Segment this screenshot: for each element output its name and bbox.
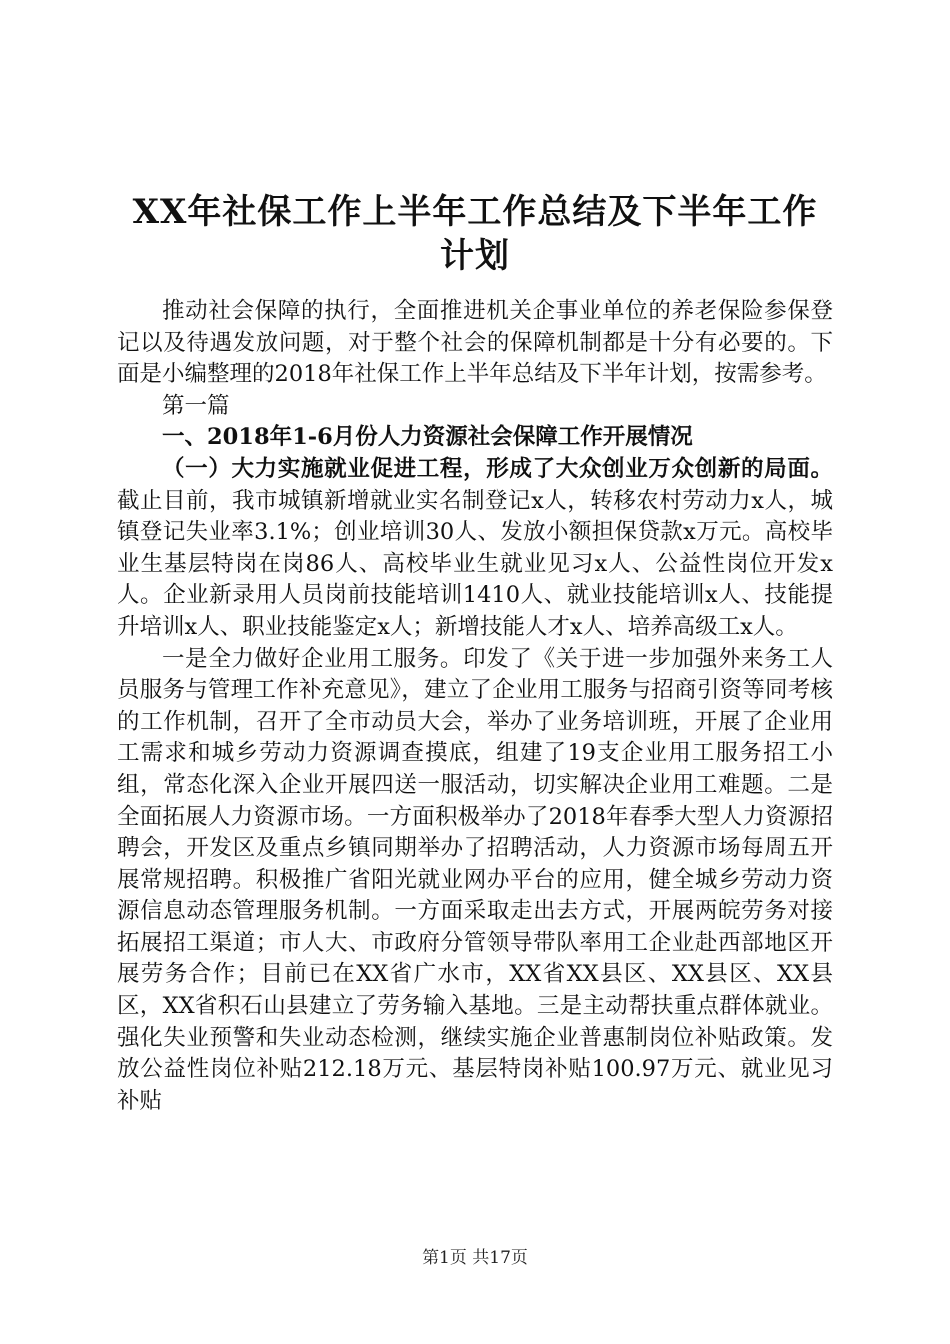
part-label: 第一篇 <box>162 392 230 419</box>
subsection-lead: （一）大力实施就业促进工程，形成了大众创业万众创新的局面。 <box>162 455 833 482</box>
main-paragraph: 一是全力做好企业用工服务。印发了《关于进一步加强外来务工人员服务与管理工作补充意见》，建立了企业用工服务与招商引资等同考核的工作机制，召开了全市动员大会，举办了业务培训班，开展了企业用工需求和城乡劳动力资源调查摸底，组建了19支企业用工服务招工小组，常态化深入企业开展四送一服活动，切实解决企业用工难题。二是全面拓展人力资源市场。一方面积极举办了2018年春季大型人力资源招聘会，开发区及重点乡镇同期举办了招聘活动，人力资源市场每周五开展常规招聘。积极推广省阳光就业网办平台的应用，健全城乡劳动力资源信息动态管理服务机制。一方面采取走出去方式，开展两皖劳务对接拓展招工渠道；市人大、市政府分管领导带队率用工企业赴西部地区开展劳务合作；目前已在XX省广水市，XX省XX县区、XX县区、XX县区，XX省积石山县建立了劳务输入基地。三是主动帮扶重点群体就业。强化失业预警和失业动态检测，继续实施企业普惠制岗位补贴政策。发放公益性岗位补贴212.18万元、基层特岗补贴100.97万元、就业见习补贴 <box>117 645 833 1114</box>
document-title-line-2: 计划 <box>440 236 510 276</box>
intro-paragraph: 推动社会保障的执行，全面推进机关企事业单位的养老保险参保登记以及待遇发放问题，对于整个社会的保障机制都是十分有必要的。下面是小编整理的2018年社保工作上半年总结及下半年计划，按需参考。 <box>117 298 833 388</box>
document-title-line-1: XX年社保工作上半年工作总结及下半年工作 <box>132 192 818 232</box>
document-body <box>117 296 833 1117</box>
subsection-paragraph <box>117 454 833 644</box>
subsection-body: 截止目前，我市城镇新增就业实名制登记x人，转移农村劳动力x人，城镇登记失业率3.1%；创业培训30人、发放小额担保贷款x万元。高校毕业生基层特岗在岗86人、高校毕业生就业见习x人、公益性岗位开发x人。企业新录用人员岗前技能培训1410人、就业技能培训x人、技能提升培训x人、职业技能鉴定x人；新增技能人才x人、培养高级工x人。 <box>117 487 833 640</box>
page-number-text: 第1页 共17页 <box>422 1248 528 1268</box>
section-heading: 一、2018年1-6月份人力资源社会保障工作开展情况 <box>162 424 693 451</box>
page-footer <box>0 1243 950 1268</box>
